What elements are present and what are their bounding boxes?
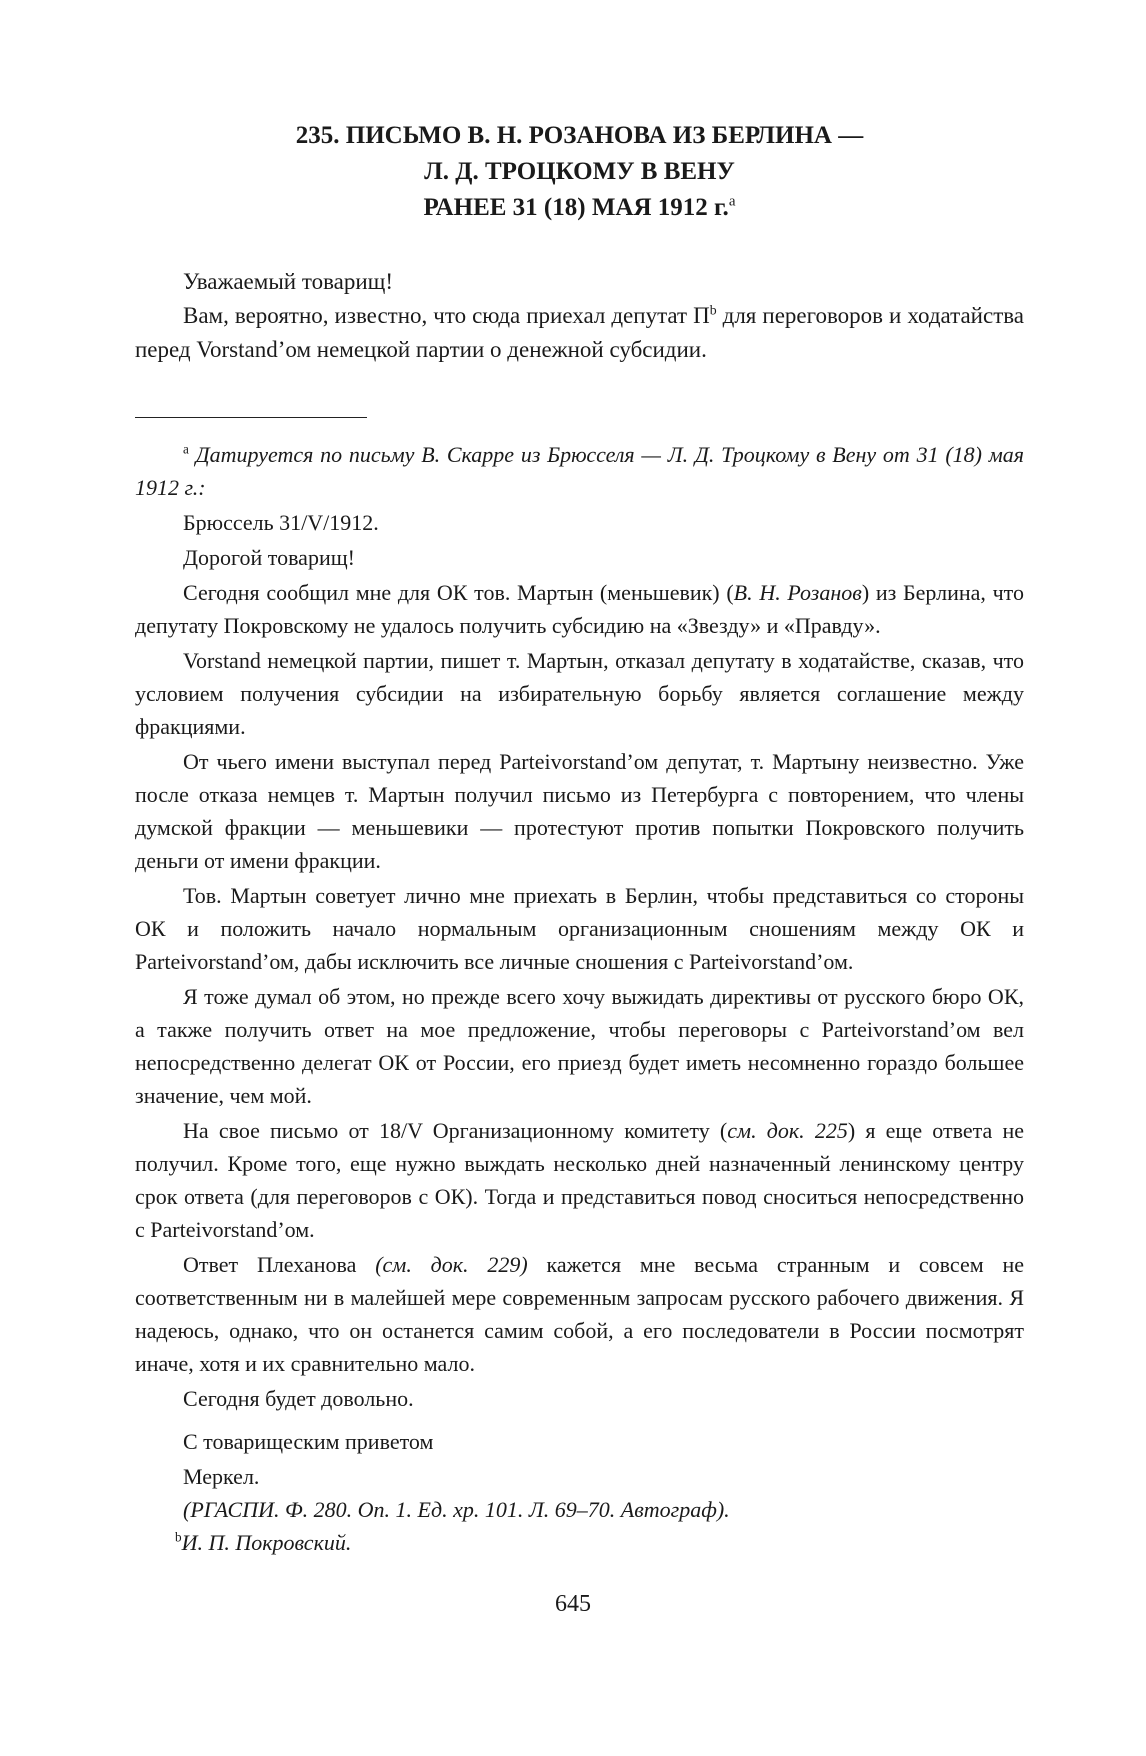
text: Ответ Плеханова (183, 1252, 376, 1277)
quoted-paragraph: От чьего имени выступал перед Parteivorstand’ом депутат, т. Мартыну неизвестно. Уже после отказа немцев т. Мартын получил письмо из Петербурга с повторением, что члены думской фракции — меньшевики — протестуют против попытки Покровского получить деньги от имени фракции. (135, 749, 1024, 873)
doc-reference: (см. док. 229) (375, 1252, 528, 1277)
text: В. Н. Розанов (733, 580, 862, 605)
quoted-paragraph: Тов. Мартын советует лично мне приехать в Берлин, чтобы представиться со стороны ОК и положить начало нормальным организационным сношениям между ОК и Parteivorstand’ом, дабы исключить все личные сношения с Parteivorstand’ом. (135, 883, 1024, 974)
quoted-paragraph: Сегодня будет довольно. (183, 1386, 414, 1411)
text: ) я еще ответа не получил. Кроме того, еще нужно выждать несколько дней назначенный ленинскому центру срок ответа (для переговоров с ОК). Тогда и представиться повод сноситься непосредственно с Parteivorstand’ом. (135, 1118, 1024, 1242)
title-line-2: Л. Д. ТРОЦКОМУ В ВЕНУ (424, 158, 735, 185)
doc-reference: см. док. 225 (727, 1118, 848, 1143)
greeting: Дорогой товарищ! (183, 545, 355, 570)
footnotes (135, 438, 1024, 1559)
footnote-text: И. П. Покровский. (181, 1530, 352, 1555)
letter-body (135, 265, 1024, 367)
closing: С товарищеским приветом (183, 1429, 434, 1454)
text: Сегодня сообщил мне для ОК тов. Мартын (меньшевик) ( (183, 580, 734, 605)
footnote-ref-a: a (728, 193, 736, 210)
footnote-a (135, 438, 1024, 504)
quoted-paragraph (135, 1114, 1024, 1246)
quoted-paragraph: Vorstand немецкой партии, пишет т. Мартын, отказал депутату в ходатайстве, сказав, что условием получения субсидии на избирательную борьбу является соглашение между фракциями. (135, 648, 1024, 739)
footnote-ref-b: b (709, 302, 717, 318)
letter-paragraph (135, 299, 1024, 367)
quoted-paragraph (135, 576, 1024, 642)
footnote-mark: a (183, 441, 189, 457)
footnote-intro: Датируется по письму В. Скарре из Брюсселя — Л. Д. Троцкому в Вену от 31 (18) мая 1912 г.: (135, 442, 1025, 500)
salutation: Уважаемый товарищ! (183, 269, 394, 294)
place-date: Брюссель 31/V/1912. (183, 510, 379, 535)
text: для переговоров и ходатайства перед Vorstand’ом немецкой партии о денежной субсидии. (135, 303, 1025, 362)
quoted-paragraph: Я тоже думал об этом, но прежде всего хочу выжидать директивы от русского бюро ОК, а также получить ответ на мое предложение, чтобы переговоры с Parteivorstand’ом вел непосредственно делегат ОК от России, его приезд будет иметь несомненно гораздо большее значение, чем мой. (135, 984, 1024, 1108)
document-title (135, 118, 1024, 226)
text: Вам, вероятно, известно, что сюда приехал депутат П (183, 303, 710, 328)
archive-source: (РГАСПИ. Ф. 280. Оп. 1. Ед. хр. 101. Л. 69–70. Автограф). (183, 1497, 730, 1522)
text: ) из Берлина, что депутату Покровскому не удалось получить субсидию на «Звезду» и «Правду». (135, 580, 1024, 638)
title-line-3 (135, 190, 1024, 226)
title-date: РАНЕЕ 31 (18) МАЯ 1912 г. (423, 194, 729, 221)
footnote-b (135, 1526, 1024, 1559)
text: На свое письмо от 18/V Организационному комитету ( (183, 1118, 728, 1143)
title-line-1: 235. ПИСЬМО В. Н. РОЗАНОВА ИЗ БЕРЛИНА — (295, 122, 864, 149)
quoted-paragraph (135, 1248, 1024, 1380)
signature: Меркел. (183, 1464, 260, 1489)
footnote-divider (135, 417, 367, 418)
footnote-mark: b (175, 1529, 182, 1545)
page-number: 645 (555, 1591, 591, 1617)
text: кажется мне весьма странным и совсем не соответственным ни в малейшей мере современным запросам русского рабочего движения. Я надеюсь, однако, что он останется самим собой, а его последователи в России посмотрят иначе, хотя и их сравнительно мало. (135, 1252, 1024, 1376)
